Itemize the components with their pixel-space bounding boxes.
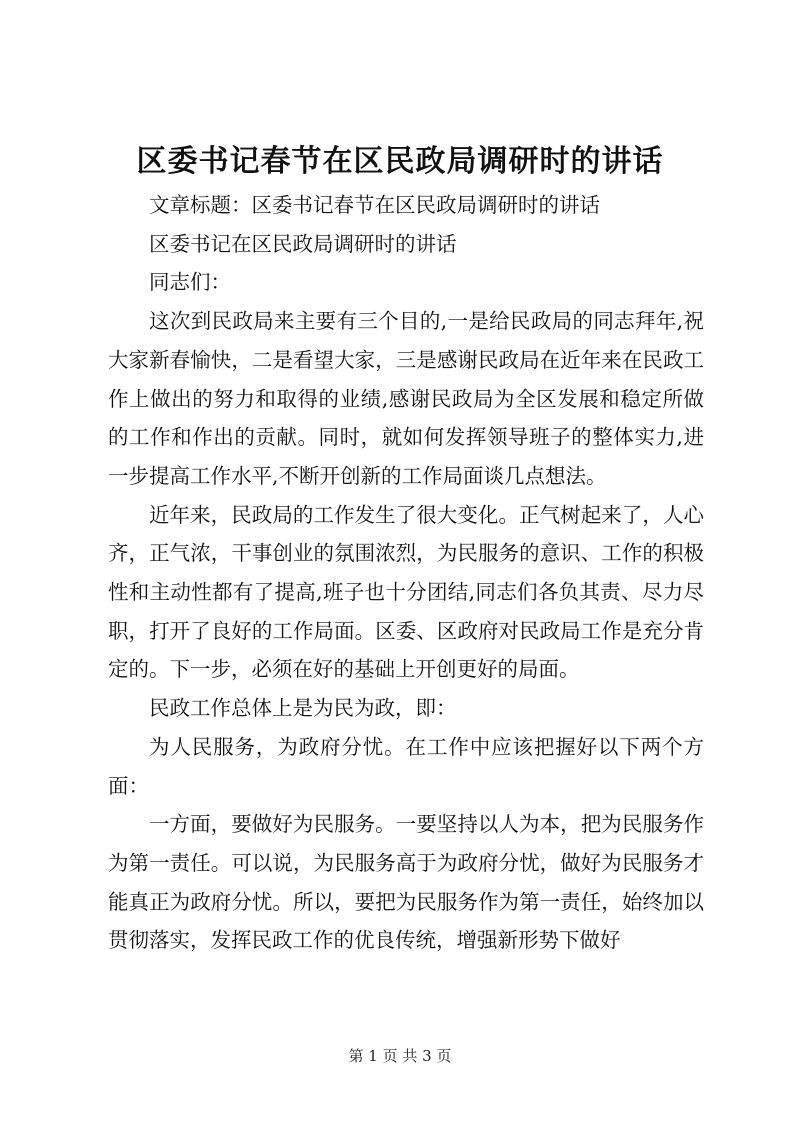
document-title: 区委书记春节在区民政局调研时的讲话 <box>136 144 664 179</box>
paragraph-1: 这次到民政局来主要有三个目的,一是给民政局的同志拜年,祝大家新春愉快，二是看望大家，三是感谢民政局在近年来在民政工作上做出的努力和取得的业绩,感谢民政局为全区发展和稳定所做的工作和作出的贡献。同时，就如何发挥领导班子的整体实力,进一步提高工作水平,不断开创新的工作局面谈几点想法。 <box>108 309 704 488</box>
paragraph-2: 近年来，民政局的工作发生了很大变化。正气树起来了，人心齐，正气浓，干事创业的氛围浓烈，为民服务的意识、工作的积极性和主动性都有了提高,班子也十分团结,同志们各负其责、尽力尽职，打开了良好的工作局面。区委、区政府对民政局工作是充分肯定的。下一步，必须在好的基础上开创更好的局面。 <box>108 502 704 682</box>
page-footer: 第 1 页 共 3 页 <box>348 1047 452 1065</box>
paragraph-4: 为人民服务，为政府分忧。在工作中应该把握好以下两个方面： <box>108 734 704 798</box>
article-title-line: 文章标题：区委书记春节在区民政局调研时的讲话 <box>149 193 600 217</box>
paragraph-5: 一方面，要做好为民服务。一要坚持以人为本，把为民服务作为第一责任。可以说，为民服务高于为政府分忧，做好为民服务才能真正为政府分忧。所以，要把为民服务作为第一责任，始终加以贯彻落实，发挥民政工作的优良传统，增强新形势下做好 <box>108 812 704 953</box>
document-body <box>108 186 704 960</box>
salutation: 同志们： <box>149 270 231 295</box>
paragraph-3: 民政工作总体上是为民为政，即： <box>149 696 457 721</box>
subtitle-line: 区委书记在区民政局调研时的讲话 <box>149 231 457 256</box>
